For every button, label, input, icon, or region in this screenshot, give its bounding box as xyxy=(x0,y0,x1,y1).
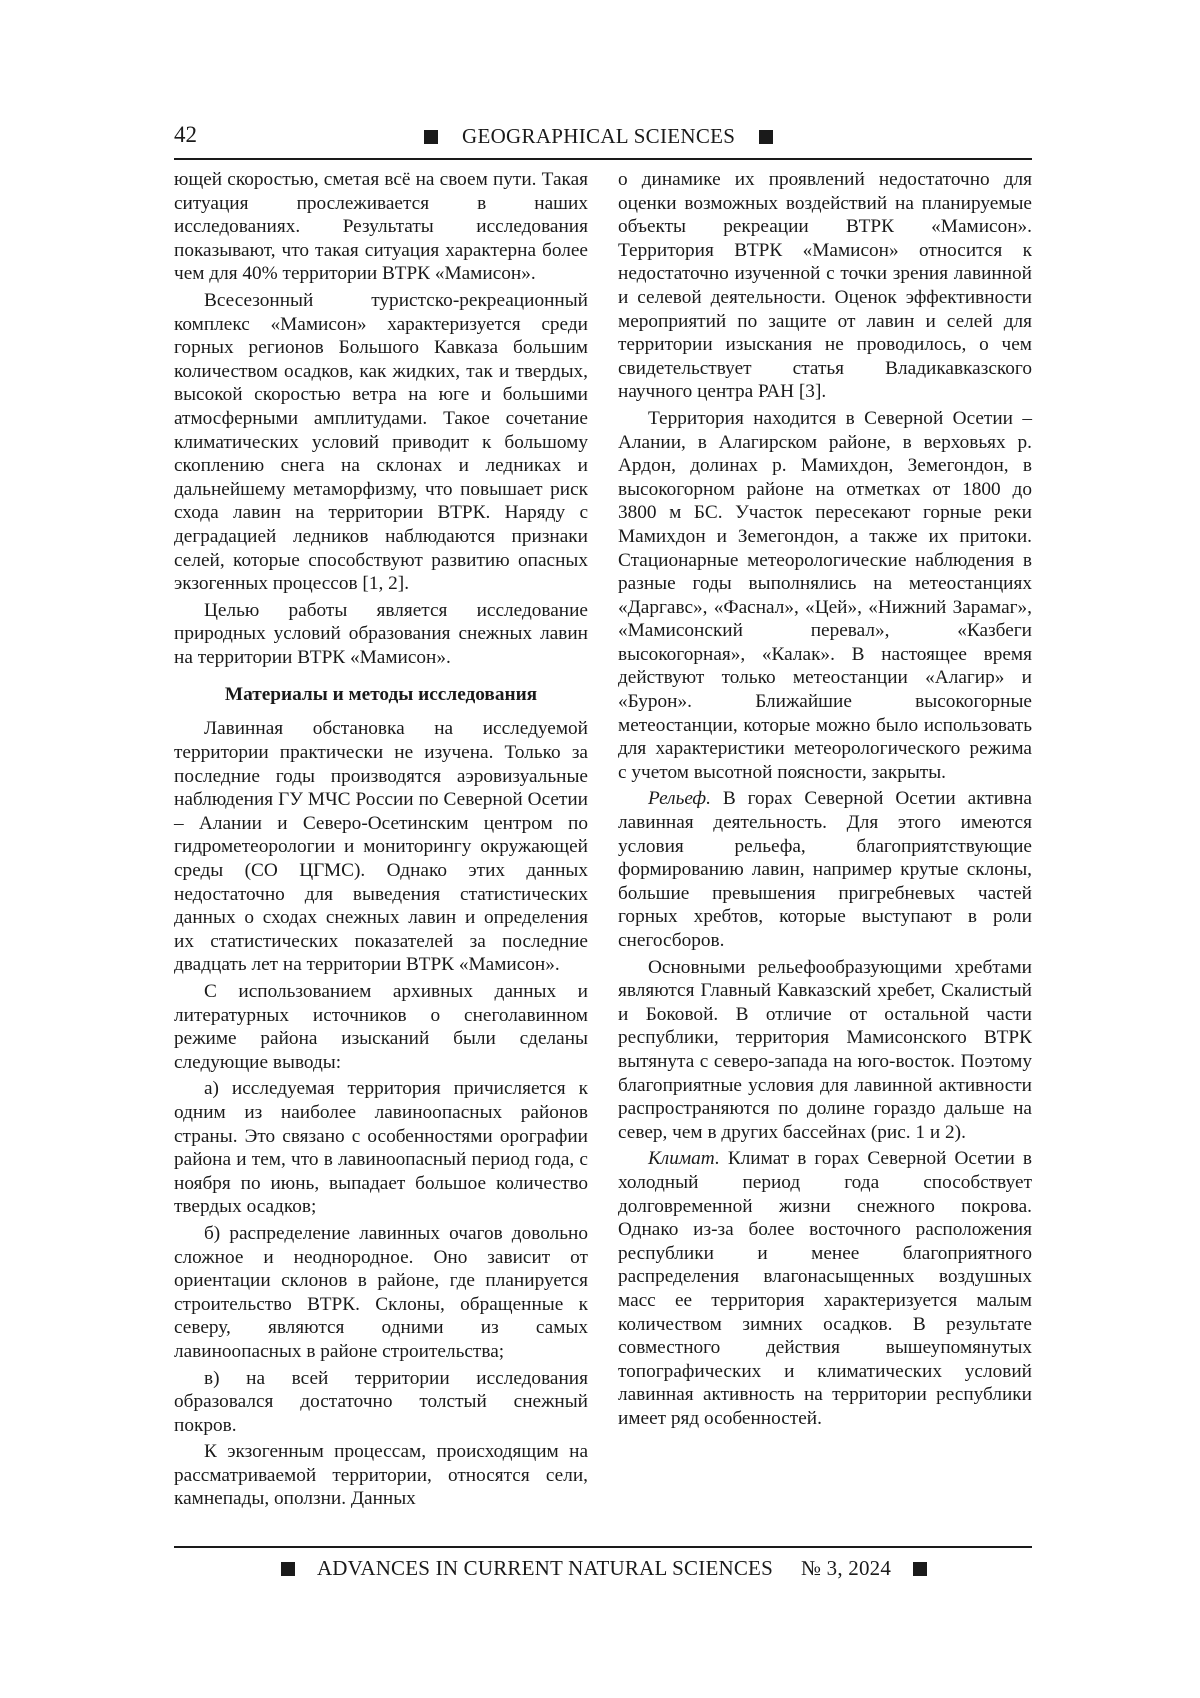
square-bullet-icon xyxy=(281,1562,295,1576)
article-body xyxy=(174,168,1032,1511)
page-number: 42 xyxy=(174,122,197,147)
paragraph-text: В горах Северной Осетии активна лавинная деятельность. Для этого имеются условия рельефа, благоприятствующие формированию лавин, например крутые склоны, большие превышения пригребневых частей горных хребтов, которые выступают в роли снегосборов. xyxy=(618,788,1032,951)
run-in-heading: Климат. xyxy=(648,1148,720,1170)
square-bullet-icon xyxy=(759,130,773,144)
paragraph: Лавинная обстановка на исследуемой территории практически не изучена. Только за последние годы производятся аэровизуальные наблюдения ГУ МЧС России по Северной Осетии – Алании и Северо-Осетинским центром по гидрометеорологии и мониторингу окружающей среды (СО ЦГМС). Однако этих данных недостаточно для выведения статистических данных о сходах снежных лавин и определения их статистических показателей за последние двадцать лет на территории ВТРК «Мамисон». xyxy=(174,718,588,976)
paragraph: К экзогенным процессам, происходящим на рассматриваемой территории, относятся сели, камнепады, оползни. Данных xyxy=(174,1441,588,1510)
paragraph-text: Климат в горах Северной Осетии в холодный период года способствует долговременной жизни снежного покрова. Однако из-за более восточного расположения республики и менее благоприятного распределения влагонасыщенных воздушных масс ее территория характеризуется малым количеством зимних осадков. В результате совместного действия вышеупомянутых топографических и климатических условий лавинная активность на территории республики имеет ряд особенностей. xyxy=(618,1148,1032,1429)
paragraph xyxy=(618,787,1032,952)
paragraph xyxy=(618,1147,1032,1430)
paragraph: С использованием архивных данных и литературных источников о снеголавинном режиме района изысканий были сделаны следующие выводы: xyxy=(174,981,588,1073)
list-item: в) на всей территории исследования образовался достаточно толстый снежный покров. xyxy=(174,1367,588,1436)
running-head-text: GEOGRAPHICAL SCIENCES xyxy=(462,124,736,148)
list-item: а) исследуемая территория причисляется к одним из наиболее лавиноопасных районов страны. Это связано с особенностями орографии района и тем, что в лавиноопасный период года, с ноября по июнь, выпадает большое количество твердых осадков; xyxy=(174,1078,588,1218)
run-in-heading: Рельеф. xyxy=(648,788,711,810)
square-bullet-icon xyxy=(913,1562,927,1576)
journal-page xyxy=(174,0,1032,1698)
footer-rule xyxy=(174,1546,1032,1548)
left-column xyxy=(174,168,588,1511)
paragraph: Целью работы является исследование природных условий образования снежных лавин на территории ВТРК «Мамисон». xyxy=(174,599,588,668)
paragraph: Территория находится в Северной Осетии – Алании, в Алагирском районе, в верховьях р. Ардон, долинах р. Мамихдон, Земегондон, в высокогорном районе на отметках от 1800 до 3800 м БС. Участок пересекают горные реки Мамихдон и Земегондон, а также их притоки. Стационарные метеорологические наблюдения в разные годы выполнялись на метеостанциях «Даргавс», «Фаснал», «Цей», «Нижний Зарамаг», «Мамисонский перевал», «Казбеги высокогорная», «Калак». В настоящее время действуют только метеостанции «Алагир» и «Бурон». Ближайшие высокогорные метеостанции, которые можно было использовать для характеристики метеорологического режима с учетом высотной поясности, закрыты. xyxy=(618,407,1032,783)
paragraph: Всесезонный туристско-рекреационный комплекс «Мамисон» характеризуется среди горных регионов Большого Кавказа большим количеством осадков, как жидких, так и твердых, высокой скоростью ветра на юге и большими атмосферными амплитудами. Такое сочетание климатических условий приводит к большому скоплению снега на склонах и ледниках и дальнейшему метаморфизму, что повышает риск схода лавин на территории ВТРК. Наряду с деградацией ледников наблюдаются признаки селей, которые способствуют развитию опасных экзогенных процессов [1, 2]. xyxy=(174,289,588,595)
issue-number: № 3, 2024 xyxy=(800,1556,892,1580)
paragraph: Основными рельефообразующими хребтами являются Главный Кавказский хребет, Скалистый и Боковой. В отличие от остальной части республики, территория Мамисонского ВТРК вытянута с северо-запада на юго-восток. Поэтому благоприятные условия для лавинной активности распространяются по долине гораздо дальше на север, чем в других бассейнах (рис. 1 и 2). xyxy=(618,956,1032,1143)
running-head xyxy=(424,124,773,149)
paragraph: о динамике их проявлений недостаточно для оценки возможных воздействий на планируемые объекты рекреации ВТРК «Мамисон». Территория ВТРК «Мамисон» относится к недостаточно изученной с точки зрения лавинной и селевой деятельности. Оценок эффективности мероприятий по защите от лавин и селей для территории изыскания не проводилось, о чем свидетельствует статья Владикавказского научного центра РАН [3]. xyxy=(618,169,1032,403)
page-header xyxy=(174,118,1032,160)
section-heading: Материалы и методы исследования xyxy=(224,684,538,706)
right-column xyxy=(618,168,1032,1511)
square-bullet-icon xyxy=(424,130,438,144)
page-footer xyxy=(234,1556,974,1581)
journal-title: ADVANCES IN CURRENT NATURAL SCIENCES xyxy=(316,1556,773,1580)
paragraph: ющей скоростью, сметая всё на своем пути. Такая ситуация прослеживается в наших исследованиях. Результаты исследования показывают, что такая ситуация характерна более чем для 40% территории ВТРК «Мамисон». xyxy=(174,169,588,285)
list-item: б) распределение лавинных очагов довольно сложное и неоднородное. Оно зависит от ориентации склонов в районе, где планируется строительство ВТРК. Склоны, обращенные к северу, являются одними из самых лавиноопасных в районе строительства; xyxy=(174,1222,588,1362)
